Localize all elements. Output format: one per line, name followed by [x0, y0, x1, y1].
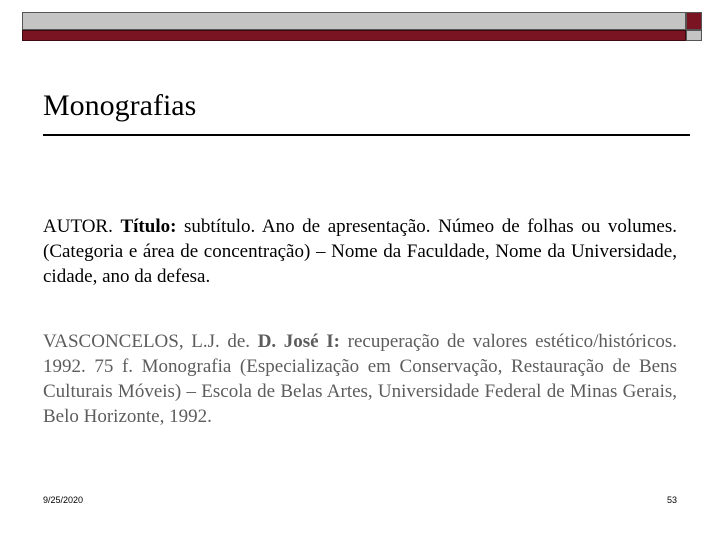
example-rest: recuperação de valores estético/históricos. 1992. 75 f. Monografia (Especialização em Conservação, Restauração de Bens Culturais Móveis) – Escola de Belas Artes, Universidade Federal de Minas Gerais, Belo Horizonte, 1992.: [43, 331, 678, 427]
header-red-square: [686, 12, 702, 30]
header-gray-bar: [22, 12, 686, 30]
title-divider: [43, 134, 690, 136]
footer-page-number: 53: [666, 495, 677, 505]
slide-title: Monografias: [43, 89, 197, 122]
example-author: VASCONCELOS, L.J. de.: [43, 331, 251, 352]
format-title-label: Título:: [120, 216, 177, 237]
footer-date: 9/25/2020: [43, 495, 84, 505]
example-title: D. José I:: [257, 331, 340, 352]
format-author: AUTOR.: [43, 216, 113, 237]
format-rule-paragraph: [43, 214, 677, 289]
format-rest: subtítulo. Ano de apresentação. Númeo de folhas ou volumes. (Categoria e área de concentração) – Nome da Faculdade, Nome da Universidade, cidade, ano da defesa.: [43, 216, 678, 287]
header-red-bar: [22, 30, 686, 41]
header-gray-square: [686, 30, 702, 41]
example-reference-paragraph: [43, 329, 677, 429]
